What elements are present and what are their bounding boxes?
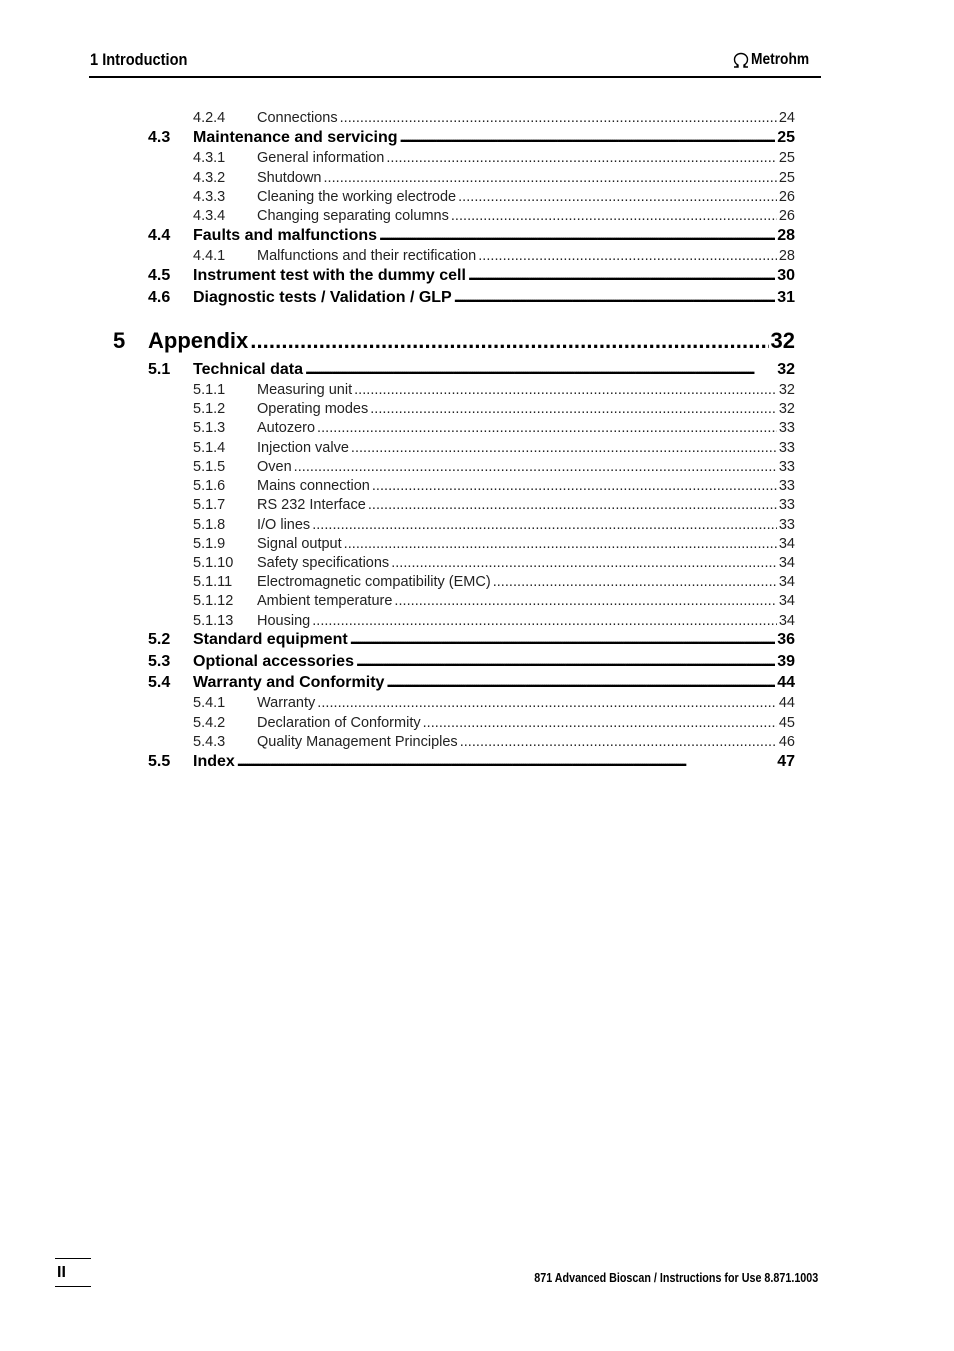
toc-entry-page: 39 [777, 653, 795, 670]
toc-entry-number: 5.1.6 [193, 478, 226, 494]
toc-entry-number: 4.5 [148, 267, 171, 284]
omega-logo-icon [731, 52, 751, 68]
toc-entry-title-line [257, 478, 795, 494]
toc-dot-leader [451, 208, 777, 224]
toc-entry-page: 32 [778, 401, 795, 417]
toc-dot-leader [324, 170, 777, 186]
toc-entry-title: Instrument test with the dummy cell [193, 267, 466, 284]
toc-entry-number: 5.1.7 [193, 497, 226, 513]
toc-entry-title-line [257, 382, 795, 398]
toc-entry-title: Autozero [257, 420, 316, 436]
brand-logo [731, 51, 819, 69]
toc-entry-title: Index [193, 753, 235, 770]
footer-document-title: 871 Advanced Bioscan / Instructions for Use 8.871.1003 [533, 1271, 818, 1285]
toc-entry-page: 25 [778, 170, 795, 186]
toc-dot-leader [379, 227, 775, 245]
toc-dot-leader [356, 653, 775, 671]
toc-dot-leader [454, 289, 775, 307]
toc-entry-title: Diagnostic tests / Validation / GLP [193, 289, 452, 306]
toc-entry-page: 26 [778, 208, 795, 224]
toc-entry-title-line [193, 631, 795, 649]
toc-entry-page: 32 [777, 361, 795, 378]
toc-entry-page: 34 [778, 555, 795, 571]
toc-entry-page: 28 [777, 227, 795, 244]
footer-page-rule-top [55, 1258, 91, 1259]
toc-dot-leader [478, 248, 777, 264]
toc-entry-title: Optional accessories [193, 653, 354, 670]
toc-entry-title-line [193, 361, 795, 379]
toc-dot-leader [370, 401, 777, 417]
toc-entry-number: 5.1.3 [193, 420, 226, 436]
toc-entry-title-line [257, 497, 795, 513]
toc-entry-page: 34 [778, 593, 795, 609]
toc-entry-title-line [257, 208, 795, 224]
toc-entry-number: 5.4.2 [193, 715, 226, 731]
toc-entry-title-line [257, 248, 795, 264]
toc-entry-title-line [257, 555, 795, 571]
footer-page-number: II [57, 1264, 66, 1281]
toc-entry-title-line [257, 695, 795, 711]
toc-entry-title: I/O lines [257, 517, 311, 533]
toc-dot-leader [368, 497, 777, 513]
toc-entry-title-line [193, 653, 795, 671]
toc-dot-leader [354, 382, 777, 398]
toc-entry-number: 4.3.1 [193, 150, 226, 166]
toc-entry-title-line [257, 593, 795, 609]
toc-entry-title-line [257, 189, 795, 205]
toc-entry-number: 5.1.2 [193, 401, 226, 417]
toc-entry-title-line [257, 150, 795, 166]
toc-entry-title: Changing separating columns [257, 208, 449, 224]
brand-name: Metrohm [751, 51, 810, 68]
toc-entry-page: 33 [778, 440, 795, 456]
toc-dot-leader [351, 440, 777, 456]
toc-entry-title: Shutdown [257, 170, 322, 186]
toc-entry-page: 24 [778, 110, 795, 126]
toc-entry-title-line [257, 170, 795, 186]
toc-entry-title: Signal output [257, 536, 342, 552]
toc-entry-title: Operating modes [257, 401, 369, 417]
toc-entry-number: 4.3.4 [193, 208, 226, 224]
toc-dot-leader [250, 328, 768, 354]
toc-entry-page: 25 [778, 150, 795, 166]
toc-entry-page: 46 [778, 734, 795, 750]
toc-entry-title: Standard equipment [193, 631, 348, 648]
toc-entry-title: Electromagnetic compatibility (EMC) [257, 574, 491, 590]
toc-entry-title: Injection valve [257, 440, 349, 456]
toc-dot-leader [391, 555, 777, 571]
toc-entry-title-line [257, 110, 795, 126]
toc-entry-title: Appendix [148, 328, 249, 353]
toc-entry-title-line [257, 734, 795, 750]
toc-dot-leader [305, 361, 775, 379]
toc-entry-title: General information [257, 150, 385, 166]
toc-entry-number: 5.1.1 [193, 382, 226, 398]
toc-entry-page: 32 [778, 382, 795, 398]
toc-entry-title: Cleaning the working electrode [257, 189, 457, 205]
toc-entry-number: 5.4 [148, 674, 171, 691]
toc-entry-page: 33 [778, 517, 795, 533]
toc-entry-title: Declaration of Conformity [257, 715, 421, 731]
toc-entry-title: Safety specifications [257, 555, 390, 571]
toc-entry-title: Quality Management Principles [257, 734, 458, 750]
toc-dot-leader [340, 110, 777, 126]
toc-entry-page: 25 [777, 129, 795, 146]
toc-entry-title: Housing [257, 613, 311, 629]
toc-dot-leader [386, 674, 775, 692]
toc-entry-title-line [193, 753, 795, 771]
toc-entry-number: 5.1.8 [193, 517, 226, 533]
toc-entry-page: 33 [778, 459, 795, 475]
toc-entry-title-line [193, 227, 795, 245]
toc-dot-leader [317, 420, 777, 436]
toc-entry-page: 33 [778, 420, 795, 436]
toc-entry-title: Ambient temperature [257, 593, 393, 609]
toc-entry-title: Warranty and Conformity [193, 674, 385, 691]
toc-entry-page: 34 [778, 536, 795, 552]
toc-entry-title-line [193, 267, 795, 285]
toc-entry-number: 4.3.2 [193, 170, 226, 186]
toc-dot-leader [460, 734, 777, 750]
toc-entry-title: Measuring unit [257, 382, 353, 398]
toc-entry-title: Oven [257, 459, 292, 475]
toc-dot-leader [317, 695, 777, 711]
toc-entry-number: 5.1 [148, 361, 171, 378]
toc-dot-leader [394, 593, 776, 609]
toc-dot-leader [344, 536, 777, 552]
toc-entry-page: 47 [777, 753, 795, 770]
toc-entry-number: 5.1.5 [193, 459, 226, 475]
toc-entry-title: Maintenance and servicing [193, 129, 398, 146]
toc-entry-number: 5.4.1 [193, 695, 226, 711]
toc-entry-number: 5.1.9 [193, 536, 226, 552]
toc-entry-number: 4.2.4 [193, 110, 226, 126]
toc-entry-page: 33 [778, 478, 795, 494]
toc-entry-title: RS 232 Interface [257, 497, 366, 513]
toc-dot-leader [468, 267, 775, 285]
toc-entry-page: 32 [770, 328, 795, 353]
header-rule [89, 76, 821, 78]
toc-entry-page: 36 [777, 631, 795, 648]
toc-entry-title-line [148, 328, 795, 354]
toc-entry-number: 4.3.3 [193, 189, 226, 205]
toc-entry-number: 5.2 [148, 631, 171, 648]
toc-dot-leader [237, 753, 775, 771]
toc-entry-page: 28 [778, 248, 795, 264]
toc-entry-number: 5.1.11 [193, 574, 233, 590]
toc-entry-title: Warranty [257, 695, 316, 711]
toc-entry-number: 5.5 [148, 753, 171, 770]
toc-entry-number: 4.4 [148, 227, 171, 244]
toc-entry-title: Connections [257, 110, 338, 126]
toc-entry-page: 30 [777, 267, 795, 284]
toc-dot-leader [372, 478, 777, 494]
toc-dot-leader [312, 613, 777, 629]
toc-entry-title: Malfunctions and their rectification [257, 248, 477, 264]
toc-entry-title-line [257, 517, 795, 533]
toc-entry-title-line [257, 574, 795, 590]
toc-dot-leader [400, 129, 776, 147]
toc-entry-title-line [193, 674, 795, 692]
toc-entry-page: 26 [778, 189, 795, 205]
toc-entry-number: 4.6 [148, 289, 171, 306]
toc-entry-number: 5 [113, 328, 126, 353]
toc-entry-page: 44 [778, 695, 795, 711]
toc-entry-page: 44 [777, 674, 795, 691]
toc-entry-page: 34 [778, 613, 795, 629]
toc-entry-title-line [257, 459, 795, 475]
toc-entry-number: 5.4.3 [193, 734, 226, 750]
toc-dot-leader [423, 715, 777, 731]
toc-entry-title: Technical data [193, 361, 303, 378]
toc-entry-number: 5.3 [148, 653, 171, 670]
toc-entry-page: 33 [778, 497, 795, 513]
footer-page-rule-bottom [55, 1286, 91, 1287]
toc-entry-number: 5.1.10 [193, 555, 234, 571]
toc-entry-number: 4.3 [148, 129, 171, 146]
toc-entry-title-line [257, 715, 795, 731]
toc-entry-title-line [257, 420, 795, 436]
toc-entry-title-line [257, 440, 795, 456]
toc-entry-page: 45 [778, 715, 795, 731]
toc-dot-leader [350, 631, 776, 649]
toc-entry-number: 4.4.1 [193, 248, 226, 264]
toc-dot-leader [294, 459, 777, 475]
toc-dot-leader [458, 189, 777, 205]
toc-dot-leader [493, 574, 777, 590]
toc-entry-page: 31 [777, 289, 795, 306]
toc-entry-title-line [193, 289, 795, 307]
toc-entry-title-line [193, 129, 795, 147]
toc-entry-title-line [257, 613, 795, 629]
toc-dot-leader [312, 517, 777, 533]
toc-entry-number: 5.1.13 [193, 613, 234, 629]
toc-entry-title: Faults and malfunctions [193, 227, 378, 244]
toc-entry-title-line [257, 536, 795, 552]
toc-entry-title: Mains connection [257, 478, 370, 494]
toc-dot-leader [386, 150, 777, 166]
running-header-chapter: 1 Introduction [90, 50, 188, 69]
toc-entry-number: 5.1.12 [193, 593, 234, 609]
toc-entry-number: 5.1.4 [193, 440, 226, 456]
toc-entry-page: 34 [778, 574, 795, 590]
toc-entry-title-line [257, 401, 795, 417]
